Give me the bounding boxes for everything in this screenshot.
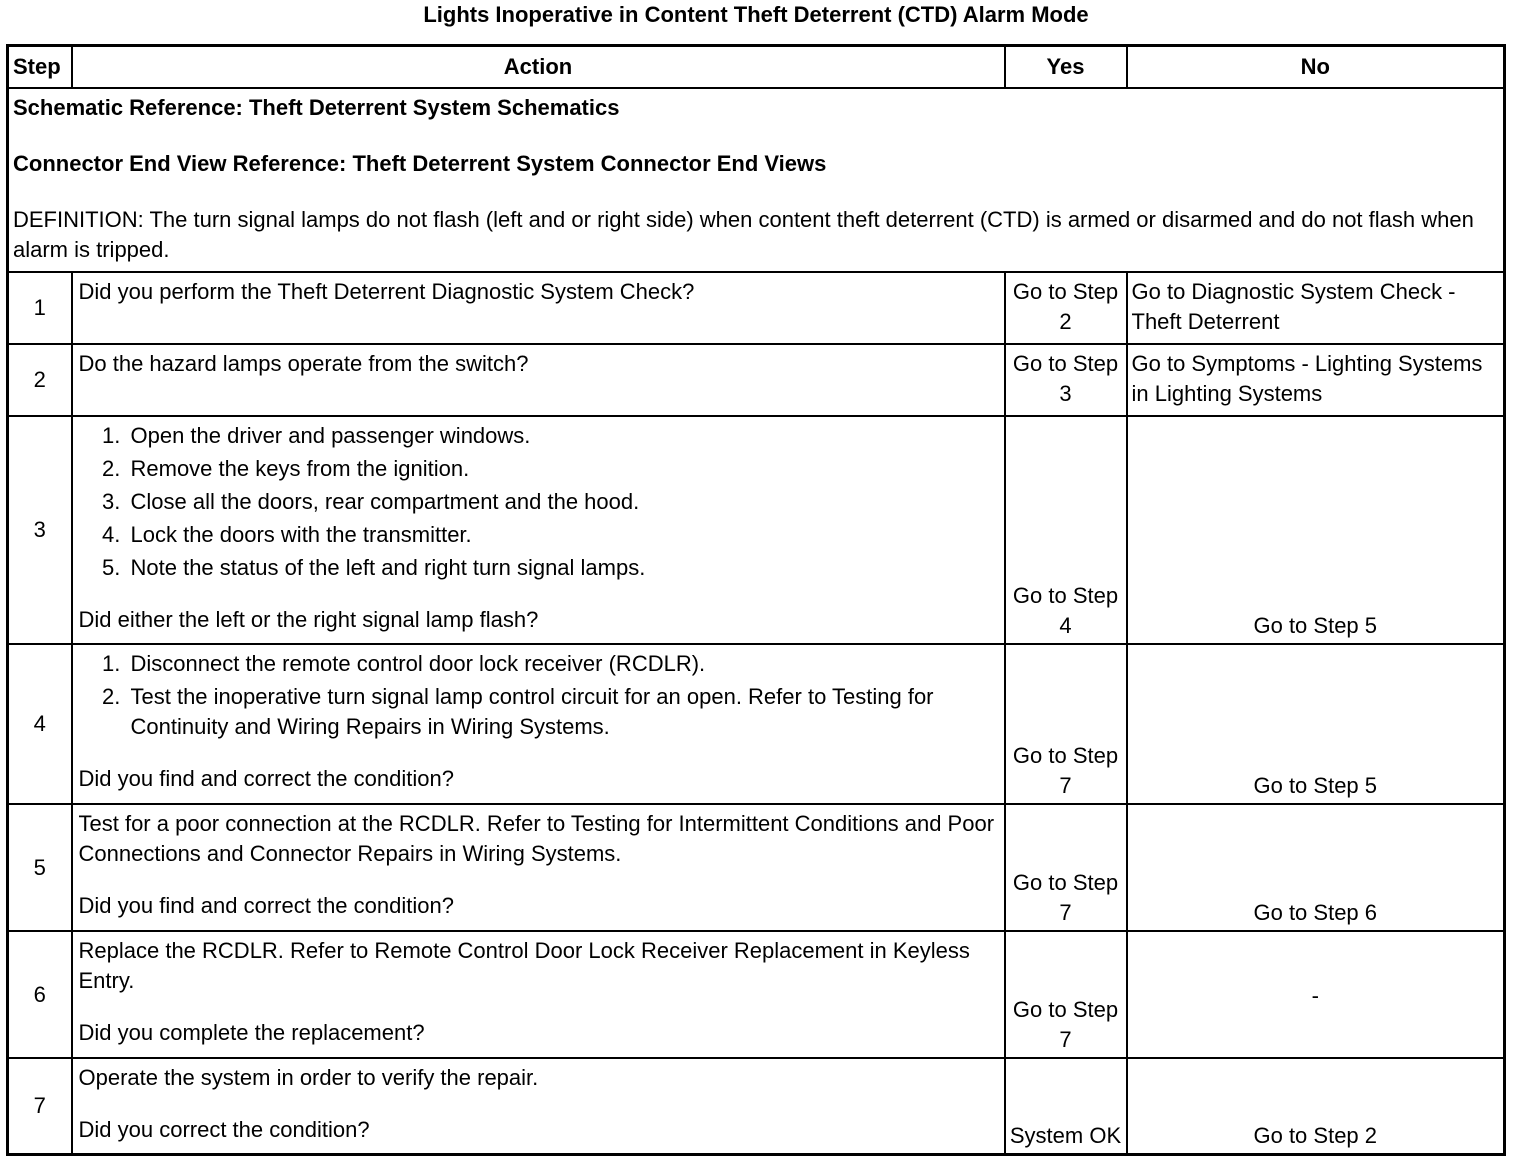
step-instruction-text: Replace the RCDLR. Refer to Remote Control Door Lock Receiver Replacement in Keyless Entry. [78,938,970,993]
step-no: - [1127,931,1505,1058]
step-no: Go to Step 5 [1127,416,1505,644]
step-yes: Go to Step 7 [1005,804,1127,931]
list-item: 1. Open the driver and passenger windows. [127,421,998,451]
step-action [72,931,1005,1058]
step-number: 4 [8,644,72,804]
table-row [8,272,1505,344]
header-step: Step [8,46,72,89]
list-item: 3. Close all the doors, rear compartment and the hood. [127,487,998,517]
step-question: Did you find and correct the condition? [78,893,454,918]
header-row [8,46,1505,89]
step-action: Did you perform the Theft Deterrent Diagnostic System Check? [72,272,1005,344]
step-no: Go to Diagnostic System Check - Theft Deterrent [1127,272,1505,344]
table-row [8,344,1505,416]
step-action [72,1058,1005,1154]
step-question: Did you correct the condition? [78,1117,370,1142]
schematic-reference: Schematic Reference: Theft Deterrent System Schematics [13,95,620,120]
step-action [72,416,1005,644]
list-item: 2. Remove the keys from the ignition. [127,454,998,484]
step-yes: Go to Step 4 [1005,416,1127,644]
step-instructions [79,421,998,583]
step-action [72,804,1005,931]
step-no: Go to Step 2 [1127,1058,1505,1154]
step-instruction-text: Operate the system in order to verify the repair. [78,1065,539,1090]
reference-row [8,88,1505,272]
table-row [8,644,1505,804]
step-instructions [79,649,998,742]
step-number: 3 [8,416,72,644]
header-no: No [1127,46,1505,89]
step-instruction-text: Test for a poor connection at the RCDLR. Refer to Testing for Intermittent Conditions and Poor Connections and Connector Repairs in Wiring Systems. [78,811,995,866]
step-no: Go to Step 5 [1127,644,1505,804]
step-number: 7 [8,1058,72,1154]
step-number: 1 [8,272,72,344]
step-no: Go to Step 6 [1127,804,1505,931]
list-item: 2. Test the inoperative turn signal lamp control circuit for an open. Refer to Testing for Continuity and Wiring Repairs in Wiring Systems. [127,682,998,742]
list-item: 4. Lock the doors with the transmitter. [127,520,998,550]
step-yes: Go to Step 3 [1005,344,1127,416]
list-item: 1. Disconnect the remote control door lock receiver (RCDLR). [127,649,998,679]
step-no: Go to Symptoms - Lighting Systems in Lighting Systems [1127,344,1505,416]
table-row [8,804,1505,931]
step-number: 6 [8,931,72,1058]
step-question: Did you complete the replacement? [78,1020,425,1045]
definition-text: DEFINITION: The turn signal lamps do not flash (left and or right side) when content theft deterrent (CTD) is armed or disarmed and do not flash when alarm is tripped. [13,207,1474,262]
step-action [72,644,1005,804]
step-action: Do the hazard lamps operate from the switch? [72,344,1005,416]
table-row [8,931,1505,1058]
table-row [8,1058,1505,1154]
diagnostic-table [6,44,1506,1156]
step-yes: Go to Step 2 [1005,272,1127,344]
list-item: 5. Note the status of the left and right turn signal lamps. [127,553,998,583]
step-number: 5 [8,804,72,931]
connector-reference: Connector End View Reference: Theft Deterrent System Connector End Views [13,151,827,176]
step-yes: System OK [1005,1058,1127,1154]
header-action: Action [72,46,1005,89]
step-yes: Go to Step 7 [1005,644,1127,804]
table-row [8,416,1505,644]
document-title: Lights Inoperative in Content Theft Deterrent (CTD) Alarm Mode [423,2,1089,27]
step-question: Did you find and correct the condition? [78,766,454,791]
reference-cell [8,88,1505,272]
step-number: 2 [8,344,72,416]
step-question: Did either the left or the right signal lamp flash? [78,607,539,632]
step-yes: Go to Step 7 [1005,931,1127,1058]
header-yes: Yes [1005,46,1127,89]
